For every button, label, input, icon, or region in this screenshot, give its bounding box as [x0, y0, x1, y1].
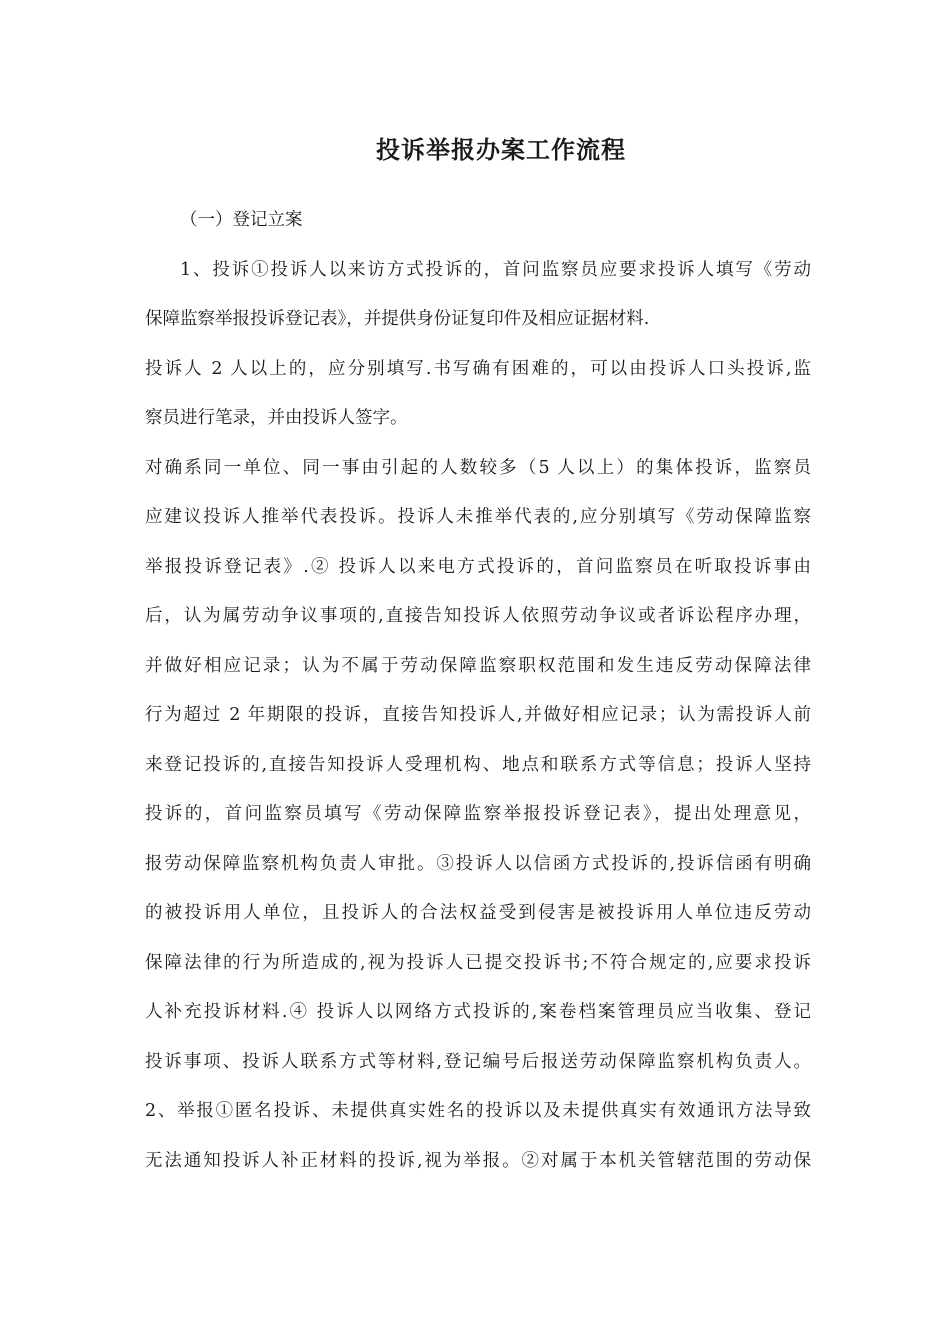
paragraph-line: 1、投诉①投诉人以来访方式投诉的，首问监察员应要求投诉人填写《劳动: [180, 259, 811, 280]
paragraph-line: 报劳动保障监察机构负责人审批。③投诉人以信函方式投诉的,投诉信函有明确: [145, 853, 811, 874]
paragraph-line: 后，认为属劳动争议事项的,直接告知投诉人依照劳动争议或者诉讼程序办理，: [145, 606, 811, 626]
paragraph-line: 保障监察举报投诉登记表》，并提供身份证复印件及相应证据材料.: [145, 309, 650, 329]
paragraph-line: 投诉事项、投诉人联系方式等材料,登记编号后报送劳动保障监察机构负责人。: [145, 1051, 811, 1072]
paragraph-line: 应建议投诉人推举代表投诉。投诉人未推举代表的,应分别填写《劳动保障监察: [145, 507, 811, 527]
paragraph-line: 行为超过 2 年期限的投诉，直接告知投诉人,并做好相应记录；认为需投诉人前: [145, 705, 811, 725]
paragraph-line: 投诉人 2 人以上的，应分别填写.书写确有困难的，可以由投诉人口头投诉,监: [145, 358, 811, 379]
paragraph-line: 察员进行笔录，并由投诉人签字。: [145, 408, 408, 428]
paragraph-line: 人补充投诉材料.④ 投诉人以网络方式投诉的,案卷档案管理员应当收集、登记: [145, 1002, 811, 1022]
paragraph-line: 的被投诉用人单位，且投诉人的合法权益受到侵害是被投诉用人单位违反劳动: [145, 903, 811, 923]
document-body: [145, 196, 811, 1186]
paragraph-line: 并做好相应记录；认为不属于劳动保障监察职权范围和发生违反劳动保障法律: [145, 655, 811, 676]
paragraph-line: 投诉的，首问监察员填写《劳动保障监察举报投诉登记表》，提出处理意见，: [145, 804, 811, 824]
paragraph-line: 2、举报①匿名投诉、未提供真实姓名的投诉以及未提供真实有效通讯方法导致: [145, 1101, 811, 1121]
paragraph-line: 来登记投诉的,直接告知投诉人受理机构、地点和联系方式等信息；投诉人坚持: [145, 754, 811, 775]
paragraph-line: 举报投诉登记表》.② 投诉人以来电方式投诉的，首问监察员在听取投诉事由: [145, 556, 811, 577]
paragraph-line: 对确系同一单位、同一事由引起的人数较多（5 人以上）的集体投诉，监察员: [145, 457, 811, 478]
paragraph-line: 保障法律的行为所造成的,视为投诉人已提交投诉书;不符合规定的,应要求投诉: [145, 952, 811, 973]
page-title: 投诉举报办案工作流程: [376, 135, 626, 164]
paragraph-line: 无法通知投诉人补正材料的投诉,视为举报。②对属于本机关管辖范围的劳动保: [145, 1150, 811, 1171]
section-heading: （一）登记立案: [180, 210, 303, 230]
